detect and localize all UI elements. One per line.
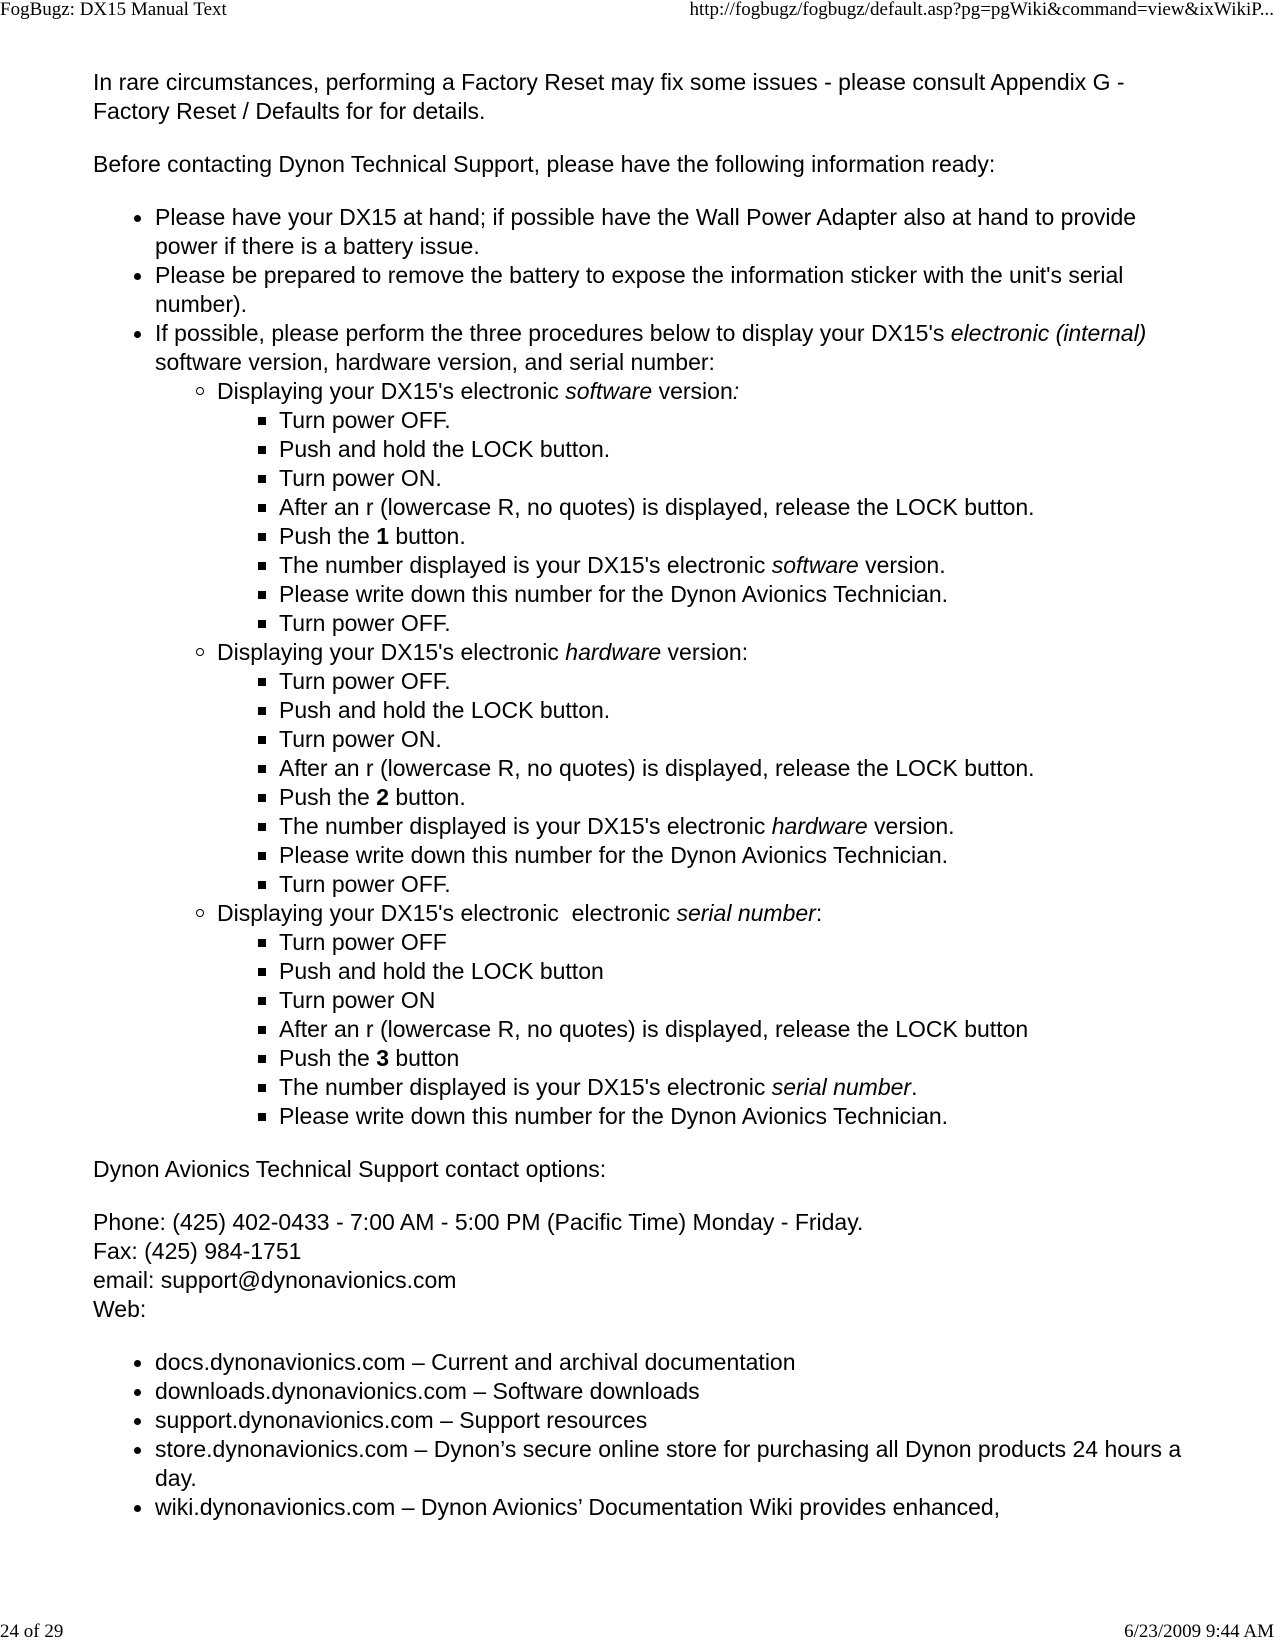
list-item bbox=[93, 1435, 1193, 1493]
step-text: Turn power OFF. bbox=[279, 668, 451, 694]
print-header-url: http://fogbugz/fogbugz/default.asp?pg=pgWiki&command=view&ixWikiP... bbox=[689, 0, 1274, 20]
step-text-em: serial number bbox=[771, 1074, 912, 1100]
procedure-step bbox=[217, 841, 1193, 870]
procedure-step bbox=[217, 725, 1193, 754]
procedure-heading-post: version: bbox=[661, 639, 749, 665]
step-text: Turn power OFF. bbox=[279, 871, 451, 897]
procedure-step bbox=[217, 464, 1193, 493]
contact-phone: Phone: (425) 402-0433 - 7:00 AM - 5:00 PM (Pacific Time) Monday - Friday. bbox=[93, 1209, 864, 1235]
bullet-disc-icon bbox=[134, 215, 141, 222]
step-text-post: button. bbox=[388, 523, 466, 549]
procedure-heading-colon: : bbox=[732, 378, 740, 404]
bullet-disc-icon bbox=[134, 1360, 141, 1367]
list-item bbox=[93, 319, 1193, 1131]
web-links-list bbox=[93, 1348, 1193, 1522]
procedure-step bbox=[217, 928, 1193, 957]
procedure-step bbox=[217, 551, 1193, 580]
print-header-title: FogBugz: DX15 Manual Text bbox=[0, 0, 227, 20]
procedure-step bbox=[217, 870, 1193, 899]
procedure-step bbox=[217, 696, 1193, 725]
bullet-circle-icon bbox=[196, 648, 204, 656]
web-link-wiki: wiki.dynonavionics.com – Dynon Avionics’ Documentation Wiki provides enhanced, bbox=[155, 1494, 1001, 1520]
bullet-square-icon bbox=[258, 707, 266, 715]
step-button-number: 3 bbox=[376, 1045, 389, 1071]
list-item bbox=[93, 203, 1193, 261]
step-text-pre: Push the bbox=[279, 523, 377, 549]
procedure-step bbox=[217, 667, 1193, 696]
bullet-square-icon bbox=[258, 417, 266, 425]
list-item bbox=[93, 1377, 1193, 1406]
step-text: After an r (lowercase R, no quotes) is displayed, release the LOCK button. bbox=[279, 494, 1035, 520]
step-text-pre: The number displayed is your DX15's electronic bbox=[279, 813, 772, 839]
step-text-em: software bbox=[771, 552, 859, 578]
procedure-heading-pre: Displaying your DX15's electronic bbox=[217, 639, 566, 665]
step-text: After an r (lowercase R, no quotes) is displayed, release the LOCK button. bbox=[279, 755, 1035, 781]
step-text-post: . bbox=[911, 1074, 918, 1100]
bullet-square-icon bbox=[258, 939, 266, 947]
step-button-number: 2 bbox=[376, 784, 389, 810]
bullet-square-icon bbox=[258, 765, 266, 773]
procedure-heading-em: software bbox=[565, 378, 653, 404]
contact-heading: Dynon Avionics Technical Support contact options: bbox=[93, 1156, 607, 1182]
bullet-square-icon bbox=[258, 852, 266, 860]
bullet-square-icon bbox=[258, 1113, 266, 1121]
procedure-step bbox=[217, 1015, 1193, 1044]
procedure-step bbox=[217, 493, 1193, 522]
web-link-support: support.dynonavionics.com – Support resources bbox=[155, 1407, 648, 1433]
procedure-heading-post: : bbox=[815, 900, 823, 926]
procedure-step bbox=[217, 986, 1193, 1015]
document-body bbox=[93, 68, 1193, 1522]
procedure-software bbox=[155, 377, 1193, 638]
prep-item-text: Please have your DX15 at hand; if possible have the Wall Power Adapter also at hand to provide power if there is a battery issue. bbox=[155, 204, 1137, 259]
procedure-step bbox=[217, 754, 1193, 783]
bullet-square-icon bbox=[258, 736, 266, 744]
web-link-docs: docs.dynonavionics.com – Current and archival documentation bbox=[155, 1349, 796, 1375]
step-text-pre: Push the bbox=[279, 784, 377, 810]
procedure-step bbox=[217, 812, 1193, 841]
step-text: Please write down this number for the Dynon Avionics Technician. bbox=[279, 842, 949, 868]
step-text: Turn power ON. bbox=[279, 726, 442, 752]
bullet-square-icon bbox=[258, 1084, 266, 1092]
list-item bbox=[93, 1348, 1193, 1377]
contact-web-label: Web: bbox=[93, 1296, 147, 1322]
web-link-store: store.dynonavionics.com – Dynon’s secure online store for purchasing all Dynon products 24 hours a day. bbox=[155, 1436, 1182, 1491]
step-text: Please write down this number for the Dynon Avionics Technician. bbox=[279, 581, 949, 607]
list-item bbox=[93, 1406, 1193, 1435]
step-text: After an r (lowercase R, no quotes) is displayed, release the LOCK button bbox=[279, 1016, 1029, 1042]
contact-block bbox=[93, 1208, 1193, 1324]
procedure-step bbox=[217, 609, 1193, 638]
procedure-step bbox=[217, 1044, 1193, 1073]
prep-list bbox=[93, 203, 1193, 1131]
procedure-step bbox=[217, 957, 1193, 986]
step-text: Turn power OFF. bbox=[279, 407, 451, 433]
step-text: Turn power ON. bbox=[279, 465, 442, 491]
step-text: Turn power OFF. bbox=[279, 610, 451, 636]
step-text: Turn power OFF bbox=[279, 929, 447, 955]
bullet-square-icon bbox=[258, 997, 266, 1005]
bullet-disc-icon bbox=[134, 273, 141, 280]
print-footer-page: 24 of 29 bbox=[0, 1621, 64, 1641]
bullet-square-icon bbox=[258, 533, 266, 541]
step-text-post: version. bbox=[867, 813, 955, 839]
procedure-heading-post: version bbox=[652, 378, 733, 404]
web-link-downloads: downloads.dynonavionics.com – Software downloads bbox=[155, 1378, 700, 1404]
step-text: Please write down this number for the Dynon Avionics Technician. bbox=[279, 1103, 949, 1129]
step-text-pre: The number displayed is your DX15's electronic bbox=[279, 552, 772, 578]
step-text: Push and hold the LOCK button. bbox=[279, 697, 611, 723]
bullet-square-icon bbox=[258, 794, 266, 802]
list-item bbox=[93, 1493, 1193, 1522]
procedure-heading-pre: Displaying your DX15's electronic bbox=[217, 378, 566, 404]
bullet-disc-icon bbox=[134, 1447, 141, 1454]
step-text: Turn power ON bbox=[279, 987, 436, 1013]
bullet-square-icon bbox=[258, 1026, 266, 1034]
procedure-steps bbox=[217, 406, 1193, 638]
procedure-step bbox=[217, 783, 1193, 812]
bullet-square-icon bbox=[258, 620, 266, 628]
bullet-circle-icon bbox=[196, 387, 204, 395]
bullet-square-icon bbox=[258, 881, 266, 889]
step-text: Push and hold the LOCK button. bbox=[279, 436, 611, 462]
contact-fax: Fax: (425) 984-1751 bbox=[93, 1238, 302, 1264]
procedure-heading-em: serial number bbox=[676, 900, 816, 926]
procedure-list bbox=[155, 377, 1193, 1131]
bullet-square-icon bbox=[258, 504, 266, 512]
step-text-post: version. bbox=[858, 552, 946, 578]
procedure-hardware bbox=[155, 638, 1193, 899]
list-item bbox=[93, 261, 1193, 319]
procedure-serial bbox=[155, 899, 1193, 1131]
prep-item-text-post: software version, hardware version, and serial number: bbox=[155, 349, 715, 375]
contact-email: email: support@dynonavionics.com bbox=[93, 1267, 457, 1293]
procedure-steps bbox=[217, 667, 1193, 899]
before-contact-paragraph: Before contacting Dynon Technical Support, please have the following information ready: bbox=[93, 151, 996, 177]
bullet-square-icon bbox=[258, 1055, 266, 1063]
procedure-step bbox=[217, 522, 1193, 551]
procedure-heading-pre: Displaying your DX15's electronic electronic bbox=[217, 900, 677, 926]
step-text-em: hardware bbox=[771, 813, 868, 839]
bullet-square-icon bbox=[258, 446, 266, 454]
bullet-square-icon bbox=[258, 968, 266, 976]
procedure-step bbox=[217, 435, 1193, 464]
prep-item-text: Please be prepared to remove the battery to expose the information sticker with the unit's serial number). bbox=[155, 262, 1124, 317]
prep-item-text-pre: If possible, please perform the three procedures below to display your DX15's bbox=[155, 320, 951, 346]
procedure-steps bbox=[217, 928, 1193, 1131]
step-text-pre: Push the bbox=[279, 1045, 377, 1071]
bullet-square-icon bbox=[258, 591, 266, 599]
procedure-step bbox=[217, 406, 1193, 435]
bullet-square-icon bbox=[258, 562, 266, 570]
step-text-post: button bbox=[388, 1045, 460, 1071]
procedure-step bbox=[217, 1073, 1193, 1102]
step-text-post: button. bbox=[388, 784, 466, 810]
bullet-disc-icon bbox=[134, 1389, 141, 1396]
step-text: Push and hold the LOCK button bbox=[279, 958, 604, 984]
procedure-heading-em: hardware bbox=[565, 639, 662, 665]
step-text-pre: The number displayed is your DX15's electronic bbox=[279, 1074, 772, 1100]
prep-item-text-em: electronic (internal) bbox=[950, 320, 1147, 346]
bullet-disc-icon bbox=[134, 331, 141, 338]
bullet-square-icon bbox=[258, 475, 266, 483]
factory-reset-paragraph: In rare circumstances, performing a Factory Reset may fix some issues - please consult Appendix G - Factory Reset / Defaults for for details. bbox=[93, 69, 1125, 124]
bullet-disc-icon bbox=[134, 1505, 141, 1512]
procedure-step bbox=[217, 580, 1193, 609]
bullet-square-icon bbox=[258, 678, 266, 686]
bullet-disc-icon bbox=[134, 1418, 141, 1425]
bullet-circle-icon bbox=[196, 909, 204, 917]
procedure-step bbox=[217, 1102, 1193, 1131]
bullet-square-icon bbox=[258, 823, 266, 831]
print-footer-datetime: 6/23/2009 9:44 AM bbox=[1124, 1621, 1274, 1641]
step-button-number: 1 bbox=[376, 523, 389, 549]
